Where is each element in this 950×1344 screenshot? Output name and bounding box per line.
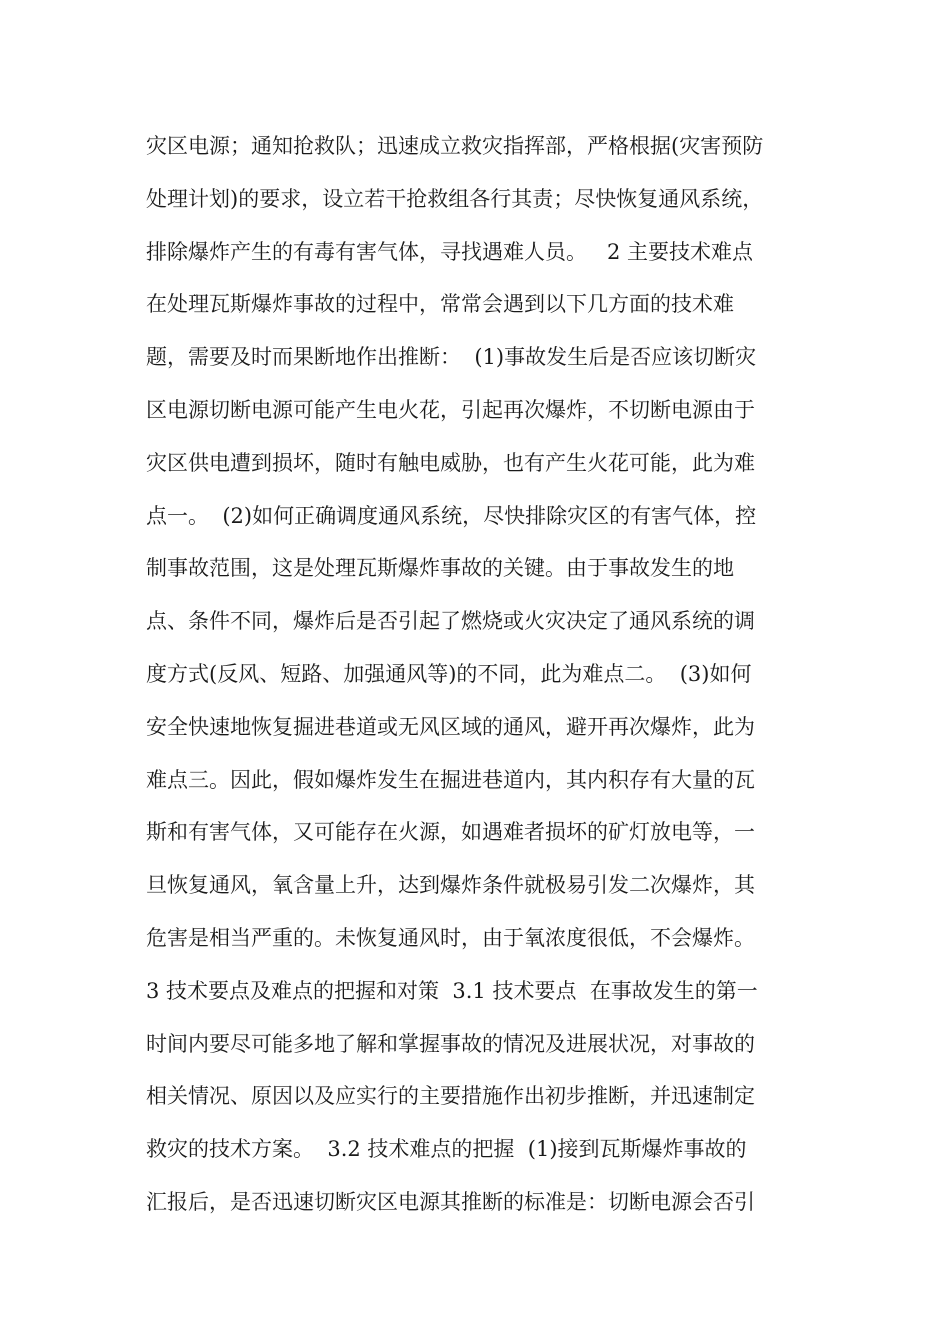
text-line: 灾区供电遭到损坏，随时有触电威胁，也有产生火花可能，此为难 xyxy=(146,450,755,475)
text-line: 处理计划)的要求，设立若干抢救组各行其责；尽快恢复通风系统， xyxy=(146,186,764,211)
text-line: 难点三。因此，假如爆炸发生在掘进巷道内，其内积存有大量的瓦 xyxy=(146,767,755,792)
text-line: 安全快速地恢复掘进巷道或无风区域的通风，避开再次爆炸，此为 xyxy=(146,714,755,739)
text-line: 斯和有害气体，又可能存在火源，如遇难者损坏的矿灯放电等，一 xyxy=(146,820,755,845)
text-line: 危害是相当严重的。未恢复通风时，由于氧浓度很低，不会爆炸。 xyxy=(146,925,755,950)
text-line: 度方式(反风、短路、加强通风等)的不同，此为难点二。 (3)如何 xyxy=(146,661,752,686)
text-line: 制事故范围，这是处理瓦斯爆炸事故的关键。由于事故发生的地 xyxy=(146,556,734,581)
text-line: 相关情况、原因以及应实行的主要措施作出初步推断，并迅速制定 xyxy=(146,1084,755,1109)
text-line: 旦恢复通风，氧含量上升，达到爆炸条件就极易引发二次爆炸，其 xyxy=(146,873,755,898)
text-line: 在处理瓦斯爆炸事故的过程中，常常会遇到以下几方面的技术难 xyxy=(146,292,734,317)
text-line: 灾区电源；通知抢救队；迅速成立救灾指挥部，严格根据(灾害预防 xyxy=(146,134,764,158)
text-line: 点、条件不同，爆炸后是否引起了燃烧或火灾决定了通风系统的调 xyxy=(146,609,755,634)
text-line: 汇报后，是否迅速切断灾区电源其推断的标准是：切断电源会否引 xyxy=(146,1189,755,1214)
text-line: 救灾的技术方案。 3.2 技术难点的把握 (1)接到瓦斯爆炸事故的 xyxy=(146,1137,747,1162)
text-line: 题，需要及时而果断地作出推断： (1)事故发生后是否应该切断灾 xyxy=(146,345,757,370)
text-line: 区电源切断电源可能产生电火花，引起再次爆炸，不切断电源由于 xyxy=(146,397,755,422)
text-line: 排除爆炸产生的有毒有害气体，寻找遇难人员。 2 主要技术难点 xyxy=(146,239,754,264)
text-line: 时间内要尽可能多地了解和掌握事故的情况及进展状况，对事故的 xyxy=(146,1031,755,1056)
body-text xyxy=(146,120,826,1229)
text-line: 点一。 (2)如何正确调度通风系统，尽快排除灾区的有害气体，控 xyxy=(146,503,757,528)
text-line: 3 技术要点及难点的把握和对策 3.1 技术要点 在事故发生的第一 xyxy=(146,978,758,1003)
